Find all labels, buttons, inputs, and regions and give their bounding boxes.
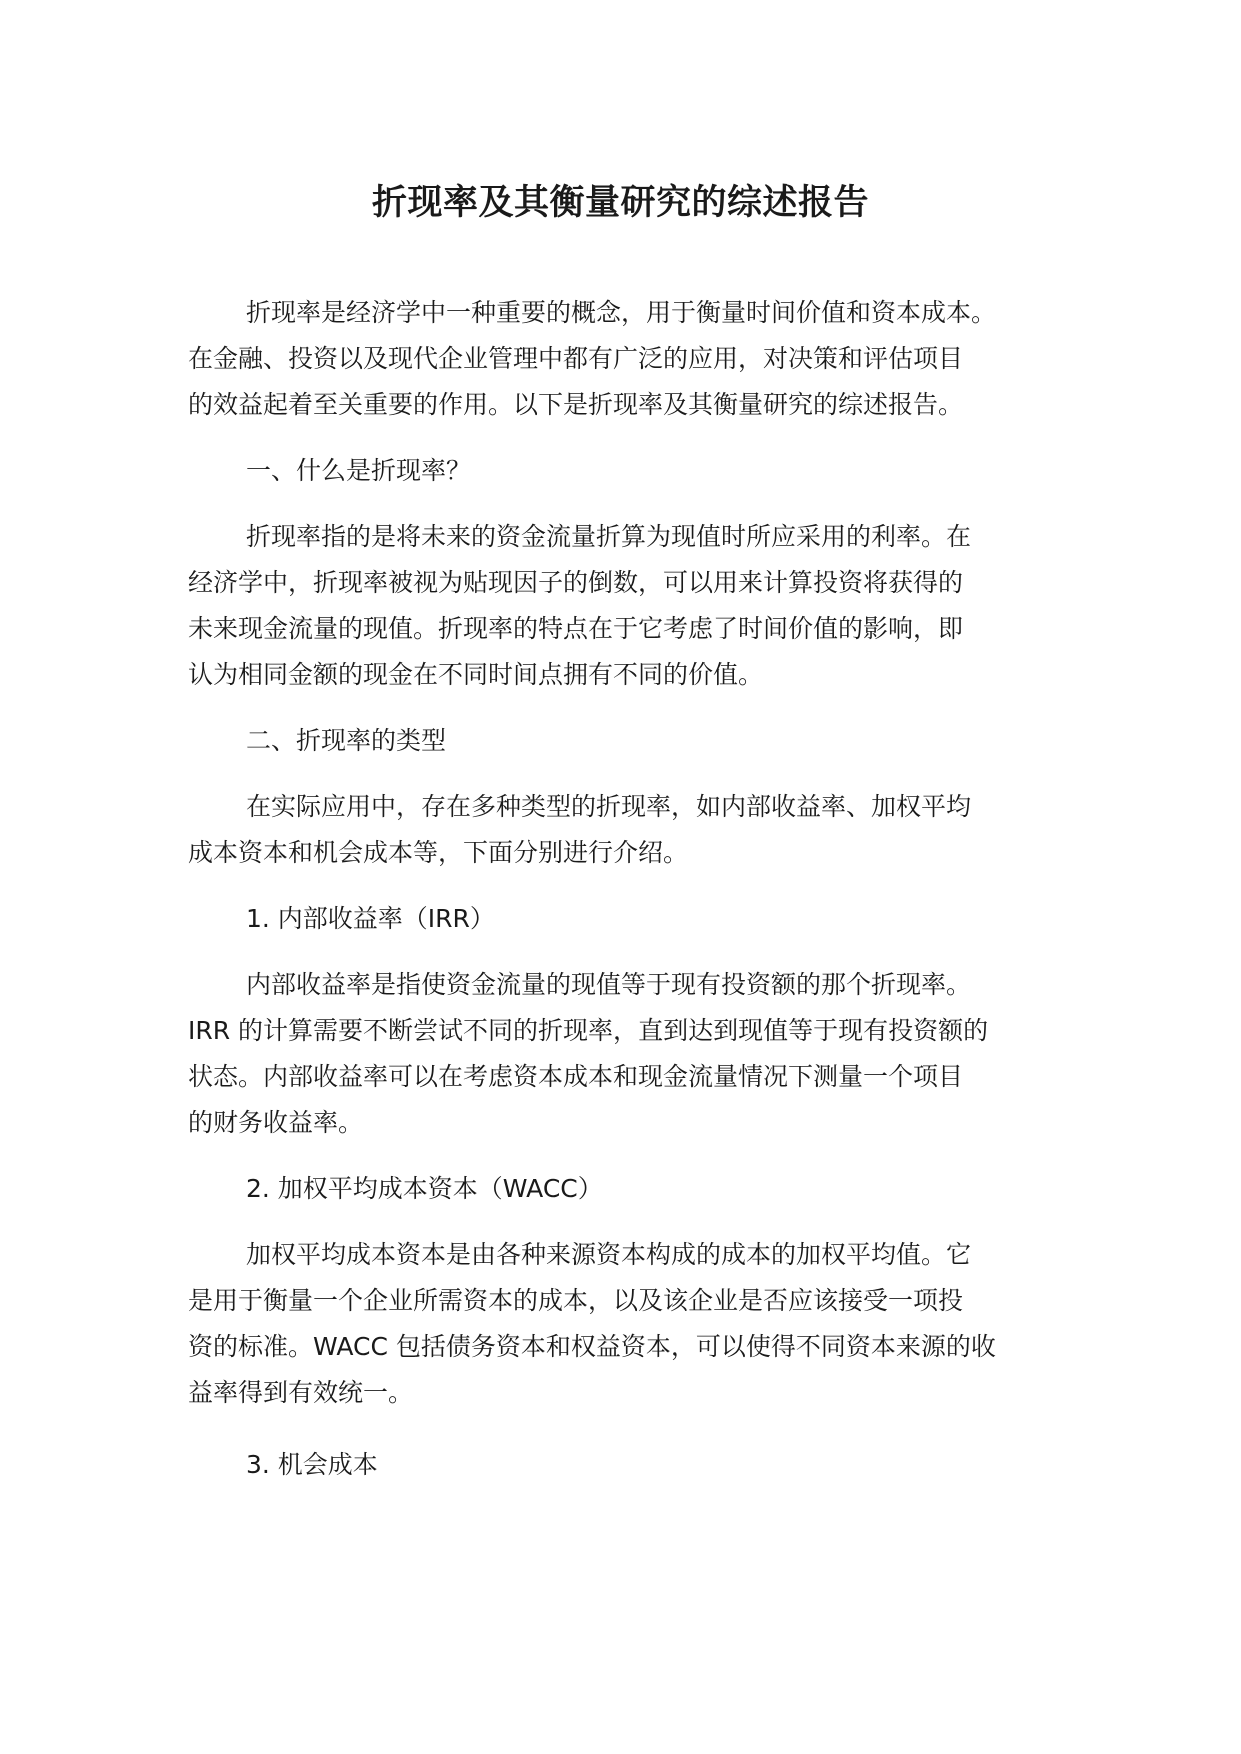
text-line: 折现率指的是将未来的资金流量折算为现值时所应采用的利率。在 bbox=[246, 522, 972, 551]
text-line: 状态。内部收益率可以在考虑资本成本和现金流量情况下测量一个项目 bbox=[188, 1062, 964, 1091]
irr-paragraph bbox=[188, 962, 1068, 1146]
text-line: 内部收益率是指使资金流量的现值等于现有投资额的那个折现率。 bbox=[246, 970, 972, 999]
subheading-wacc: 2. 加权平均成本资本（WACC） bbox=[246, 1174, 603, 1203]
text-line: 折现率是经济学中一种重要的概念，用于衡量时间价值和资本成本。 bbox=[246, 298, 997, 327]
definition-paragraph bbox=[188, 514, 1068, 698]
text-line: 加权平均成本资本是由各种来源资本构成的成本的加权平均值。它 bbox=[246, 1240, 972, 1269]
section-heading-what-is: 一、什么是折现率？ bbox=[246, 456, 472, 485]
text-line: 在实际应用中，存在多种类型的折现率，如内部收益率、加权平均 bbox=[246, 792, 972, 821]
text-line: 未来现金流量的现值。折现率的特点在于它考虑了时间价值的影响，即 bbox=[188, 614, 964, 643]
subheading-opportunity-cost: 3. 机会成本 bbox=[246, 1450, 378, 1479]
text-line: 成本资本和机会成本等，下面分别进行介绍。 bbox=[188, 838, 689, 867]
text-line: 在金融、投资以及现代企业管理中都有广泛的应用，对决策和评估项目 bbox=[188, 344, 964, 373]
section-heading-types: 二、折现率的类型 bbox=[246, 726, 447, 755]
wacc-paragraph bbox=[188, 1232, 1068, 1416]
text-line: 的财务收益率。 bbox=[188, 1108, 364, 1137]
text-line: 资的标准。WACC 包括债务资本和权益资本，可以使得不同资本来源的收 bbox=[188, 1332, 996, 1361]
types-paragraph bbox=[188, 784, 1068, 876]
document-title: 折现率及其衡量研究的综述报告 bbox=[371, 183, 869, 223]
text-line: IRR 的计算需要不断尝试不同的折现率，直到达到现值等于现有投资额的 bbox=[188, 1016, 989, 1045]
subheading-irr: 1. 内部收益率（IRR） bbox=[246, 904, 495, 933]
text-line: 认为相同金额的现金在不同时间点拥有不同的价值。 bbox=[188, 660, 764, 689]
text-line: 是用于衡量一个企业所需资本的成本，以及该企业是否应该接受一项投 bbox=[188, 1286, 964, 1315]
intro-paragraph bbox=[188, 290, 1068, 428]
text-line: 经济学中，折现率被视为贴现因子的倒数，可以用来计算投资将获得的 bbox=[188, 568, 964, 597]
text-line: 益率得到有效统一。 bbox=[188, 1378, 414, 1407]
document-body bbox=[188, 290, 1068, 1488]
text-line: 的效益起着至关重要的作用。以下是折现率及其衡量研究的综述报告。 bbox=[188, 390, 964, 419]
